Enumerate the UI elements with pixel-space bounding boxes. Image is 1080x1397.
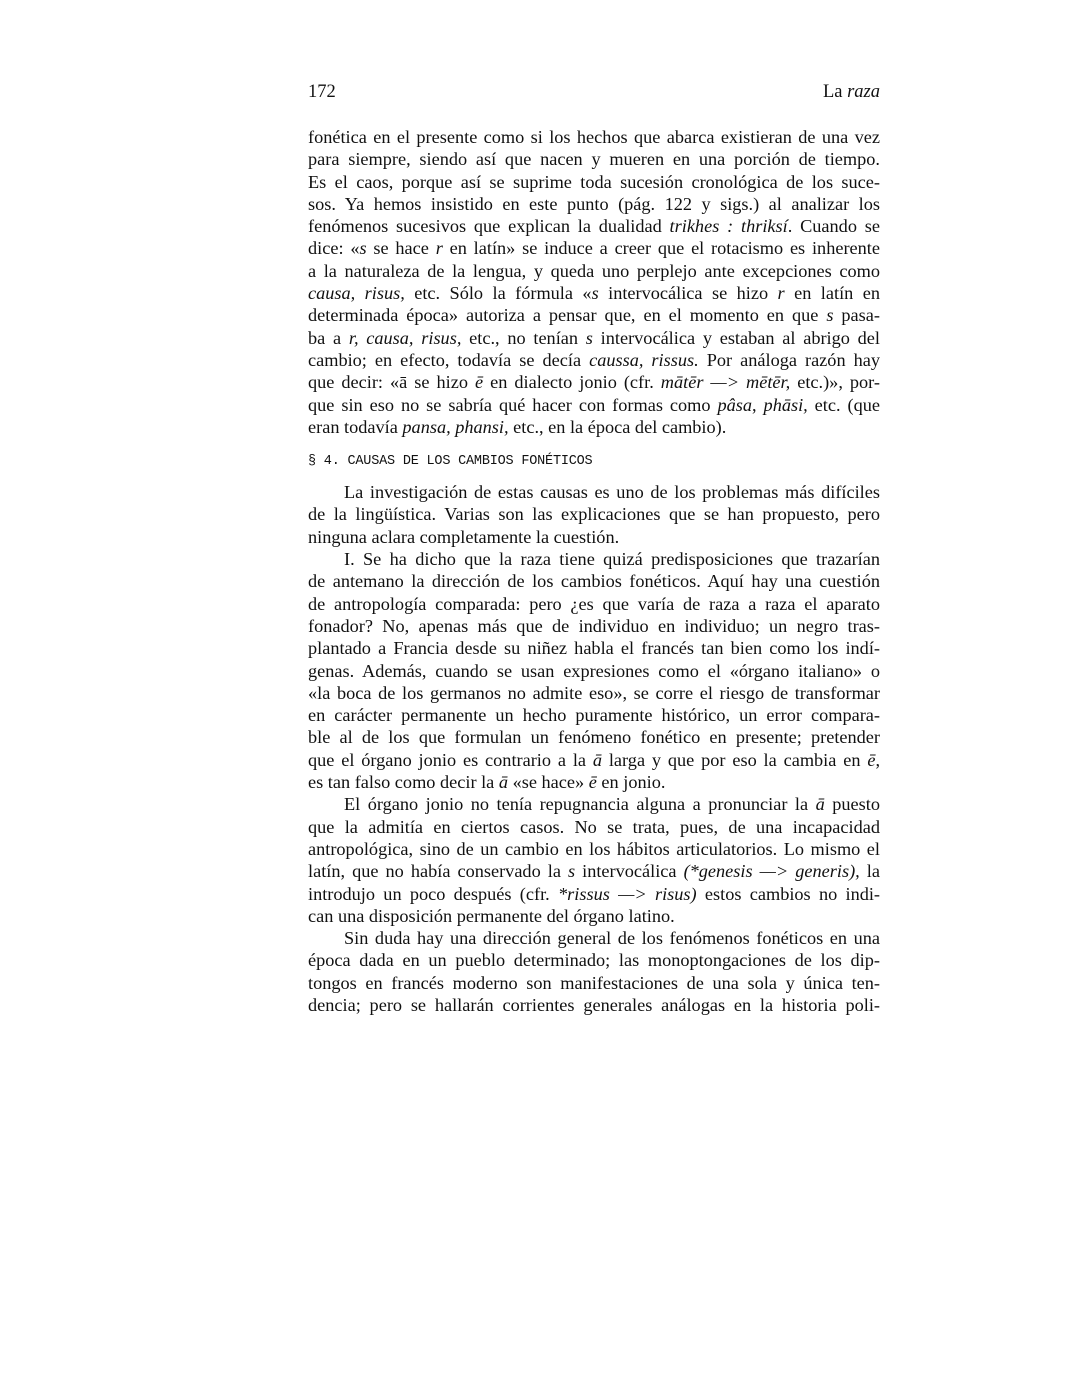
- text-line: de antropología comparada: pero ¿es que varía de raza a raza el aparato: [308, 593, 880, 614]
- paragraph: [308, 481, 880, 548]
- text-line: época dada en un pueblo determinado; las monoptongaciones de los dip-: [308, 950, 880, 971]
- text-line: de la lingüística. Varias son las explicaciones que se han propuesto, pero: [308, 504, 880, 525]
- text-line: es tan falso como decir la ā «se hace» ē en jonio.: [308, 772, 666, 793]
- page-number: 172: [308, 82, 336, 102]
- text-line: dencia; pero se hallarán corrientes generales análogas en la historia poli-: [308, 994, 880, 1015]
- text-line: plantado a Francia desde su niñez habla el francés tan bien como los indí-: [308, 638, 880, 659]
- text-line: determinada época» autoriza a pensar que, en el momento en que s pasa-: [308, 305, 880, 326]
- text-line: ba a r, causa, risus, etc., no tenían s intervocálica y estaban al abrigo del: [308, 327, 880, 348]
- text-line: ble al de los que formulan un fenómeno fonético en presente; pretender: [308, 727, 880, 748]
- text-line: latín, que no había conservado la s intervocálica (*genesis —> generis), la: [308, 861, 880, 882]
- paragraph: [308, 793, 880, 927]
- text-line: La investigación de estas causas es uno de los problemas más difíciles: [344, 482, 880, 503]
- text-line: fenómenos sucesivos que explican la dualidad trikhes : thriksí. Cuando se: [308, 216, 880, 237]
- text-line: tongos en francés moderno son manifestaciones de una sola y única ten-: [308, 972, 880, 993]
- text-line: sos. Ya hemos insistido en este punto (pág. 122 y sigs.) al analizar los: [308, 193, 880, 214]
- section-heading: § 4. CAUSAS DE LOS CAMBIOS FONÉTICOS: [308, 454, 593, 470]
- text-line: antropológica, sino de un cambio en los hábitos articulatorios. Lo mismo el: [308, 838, 880, 859]
- text-line: fonador? No, apenas más que de individuo en individuo; un negro tras-: [308, 615, 880, 636]
- text-line: introdujo un poco después (cfr. *rissus —> risus) estos cambios no indi-: [308, 883, 881, 904]
- text-line: a la naturaleza de la lengua, y queda uno perplejo ante excepciones como: [308, 260, 880, 281]
- body-text: [308, 126, 880, 1016]
- text-line: Es el caos, porque así se suprime toda sucesión cronológica de los suce-: [308, 171, 880, 192]
- running-head: [308, 82, 880, 106]
- text-line: cambio; en efecto, todavía se decía caussa, rissus. Por análoga razón hay: [308, 349, 880, 370]
- text-line: causa, risus, etc. Sólo la fórmula «s intervocálica se hizo r en latín en: [308, 283, 880, 304]
- running-title: La raza: [822, 82, 880, 102]
- text-line: ninguna aclara completamente la cuestión.: [308, 526, 620, 547]
- text-line: para siempre, siendo así que nacen y mueren en una porción de tiempo.: [308, 149, 880, 170]
- text-line: can una disposición permanente del órgano latino.: [308, 905, 675, 926]
- text-line: que decir: «ā se hizo ē en dialecto jonio (cfr. mātēr —> mētēr, etc.)», por-: [308, 372, 880, 393]
- paragraph: [308, 927, 880, 1016]
- text-line: que el órgano jonio es contrario a la ā larga y que por eso la cambia en ē,: [308, 749, 881, 770]
- text-line: que la admitía en ciertos casos. No se trata, pues, de una incapacidad: [308, 816, 880, 837]
- paragraph: [308, 126, 880, 438]
- text-line: que sin eso no se sabría qué hacer con formas como pâsa, phāsi, etc. (que: [308, 394, 880, 415]
- text-line: eran todavía pansa, phansi, etc., en la época del cambio).: [308, 416, 727, 437]
- paragraph: [308, 548, 880, 793]
- text-line: Sin duda hay una dirección general de los fenómenos fonéticos en una: [344, 928, 880, 949]
- text-line: en carácter permanente un hecho puramente histórico, un error compara-: [308, 705, 880, 726]
- text-line: El órgano jonio no tenía repugnancia alguna a pronunciar la ā puesto: [344, 794, 880, 815]
- text-line: I. Se ha dicho que la raza tiene quizá predisposiciones que trazarían: [344, 549, 880, 570]
- text-line: dice: «s se hace r en latín» se induce a creer que el rotacismo es inherente: [308, 238, 880, 259]
- text-line: genas. Además, cuando se usan expresiones como el «órgano italiano» o: [308, 660, 880, 681]
- text-line: fonética en el presente como si los hechos que abarca existieran de una vez: [308, 127, 880, 147]
- text-line: de antemano la dirección de los cambios fonéticos. Aquí hay una cuestión: [308, 571, 880, 592]
- text-line: «la boca de los germanos no admite eso», se corre el riesgo de transformar: [308, 682, 880, 703]
